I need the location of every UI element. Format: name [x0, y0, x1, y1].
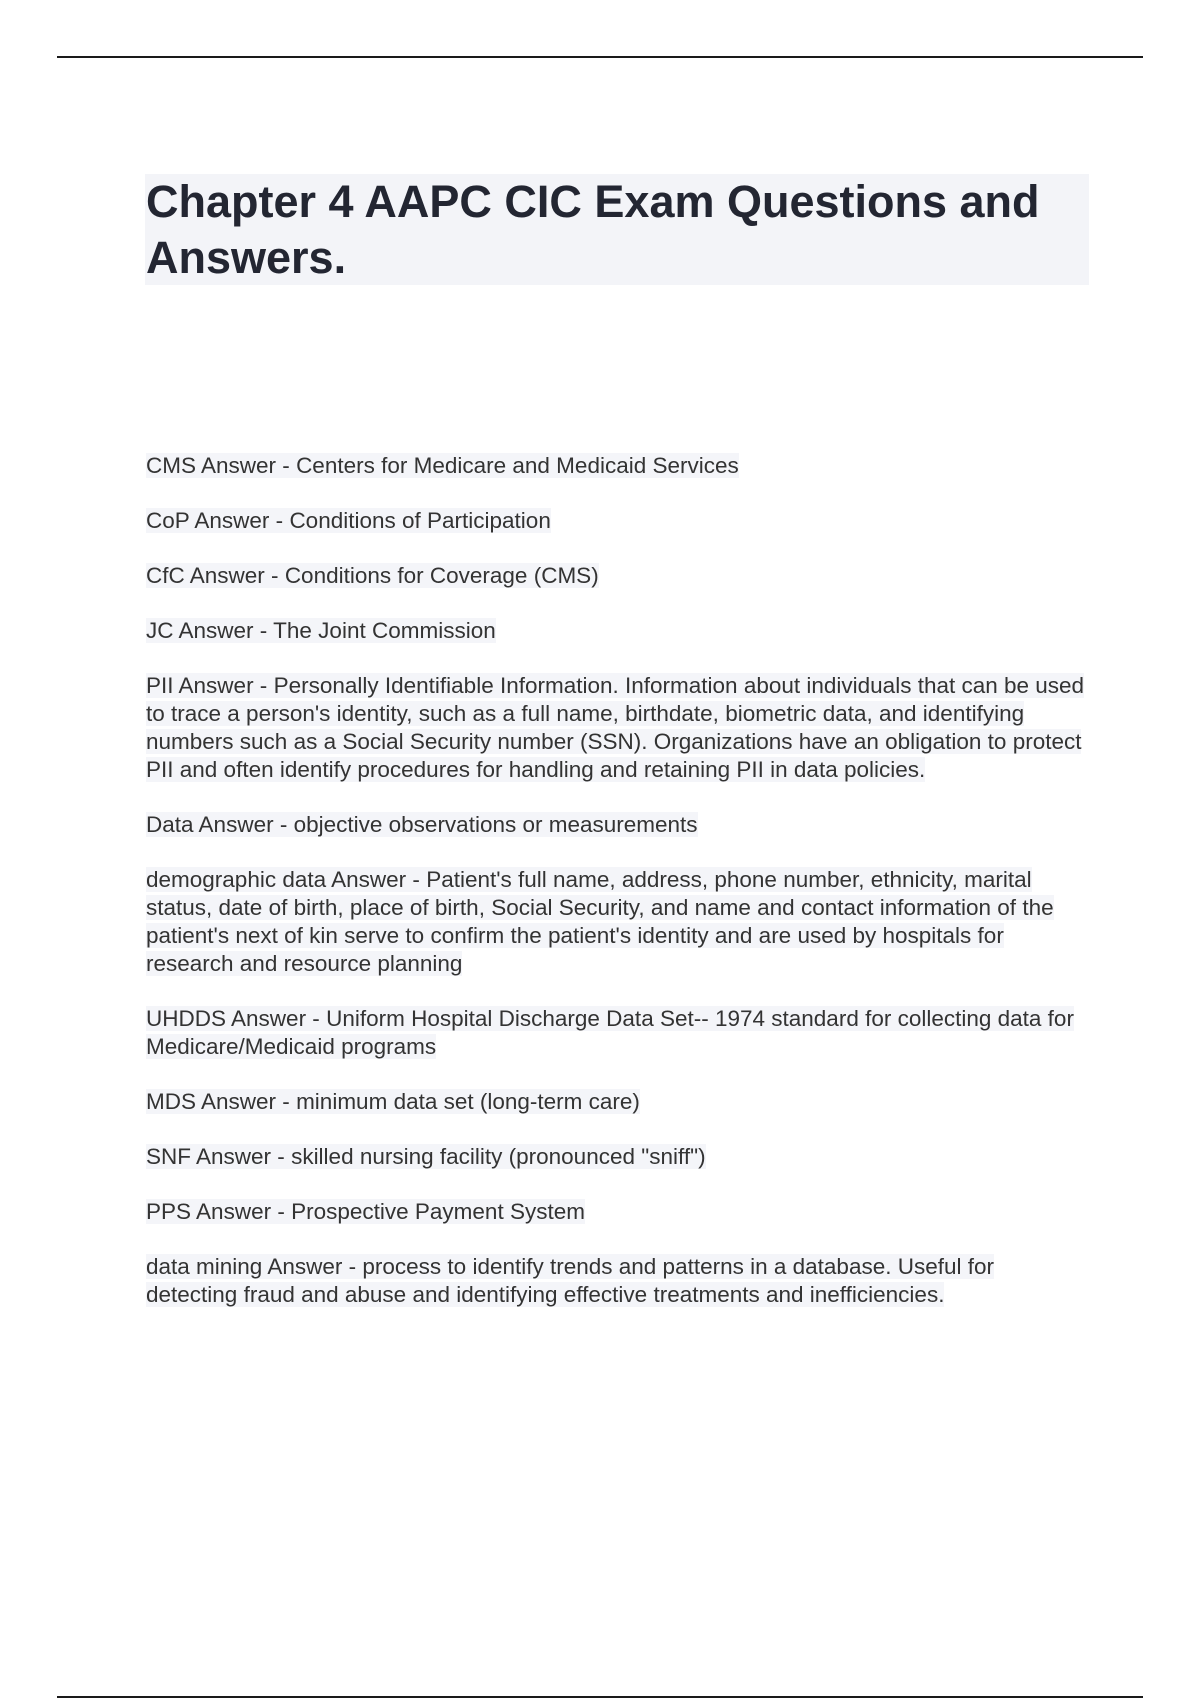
- entry-term: UHDDS: [146, 1006, 231, 1031]
- entry-term: JC: [146, 618, 179, 643]
- entry-separator: Answer -: [231, 1006, 326, 1031]
- qa-entry-jc: [146, 617, 1086, 645]
- entry-definition: The Joint Commission: [273, 618, 496, 643]
- entry-definition: Patient's full name, address, phone number, ethnicity, marital status, date of birth, place of birth, Social Security, and name and contact information of the patient's next of kin serve to confirm the patient's identity and are used by hospitals for research and resource planning: [146, 867, 1054, 976]
- qa-entry-cms: [146, 452, 1086, 480]
- qa-entry-mds: [146, 1088, 1086, 1116]
- entry-definition: Personally Identifiable Information. Information about individuals that can be used to trace a person's identity, such as a full name, birthdate, biometric data, and identifying numbers such as a Social Security number (SSN). Organizations have an obligation to protect PII and often identify procedures for handling and retaining PII in data policies.: [146, 673, 1085, 782]
- entry-definition: Prospective Payment System: [291, 1199, 585, 1224]
- qa-entry-pii: [146, 672, 1086, 784]
- entry-definition: Uniform Hospital Discharge Data Set-- 1974 standard for collecting data for Medicare/Medicaid programs: [146, 1006, 1074, 1059]
- entry-separator: Answer -: [196, 1199, 291, 1224]
- entry-separator: Answer -: [196, 1144, 291, 1169]
- entry-definition: objective observations or measurements: [293, 812, 698, 837]
- entry-term: CoP: [146, 508, 194, 533]
- entry-term: data mining: [146, 1254, 267, 1279]
- entry-separator: Answer -: [194, 508, 289, 533]
- qa-entry-data-mining: [146, 1253, 1086, 1309]
- entry-separator: Answer -: [190, 563, 285, 588]
- entry-term: PPS: [146, 1199, 196, 1224]
- qa-entry-cfc: [146, 562, 1086, 590]
- top-rule: [57, 56, 1143, 58]
- qa-entry-data: [146, 811, 1086, 839]
- entry-separator: Answer -: [199, 812, 294, 837]
- entry-definition: skilled nursing facility (pronounced "sniff"): [291, 1144, 706, 1169]
- bottom-rule: [57, 1696, 1143, 1698]
- entry-term: PII: [146, 673, 179, 698]
- page-title: Chapter 4 AAPC CIC Exam Questions and Answers.: [146, 176, 1040, 283]
- entry-definition: Conditions of Participation: [289, 508, 551, 533]
- qa-entry-uhdds: [146, 1005, 1086, 1061]
- entry-separator: Answer -: [179, 618, 274, 643]
- entry-definition: Conditions for Coverage (CMS): [284, 563, 599, 588]
- entry-term: MDS: [146, 1089, 201, 1114]
- entry-separator: Answer -: [267, 1254, 362, 1279]
- qa-entry-demographic-data: [146, 866, 1086, 978]
- qa-entry-cop: [146, 507, 1086, 535]
- entry-definition: minimum data set (long-term care): [296, 1089, 640, 1114]
- entry-term: SNF: [146, 1144, 196, 1169]
- qa-list: [146, 452, 1086, 1336]
- entry-separator: Answer -: [201, 453, 296, 478]
- qa-entry-pps: [146, 1198, 1086, 1226]
- entry-separator: Answer -: [331, 867, 426, 892]
- entry-term: CfC: [146, 563, 190, 588]
- entry-term: CMS: [146, 453, 201, 478]
- entry-term: demographic data: [146, 867, 331, 892]
- entry-separator: Answer -: [201, 1089, 296, 1114]
- qa-entry-snf: [146, 1143, 1086, 1171]
- entry-term: Data: [146, 812, 199, 837]
- entry-separator: Answer -: [179, 673, 274, 698]
- entry-definition: Centers for Medicare and Medicaid Services: [296, 453, 739, 478]
- entry-definition: process to identify trends and patterns in a database. Useful for detecting fraud and abuse and identifying effective treatments and inefficiencies.: [146, 1254, 995, 1307]
